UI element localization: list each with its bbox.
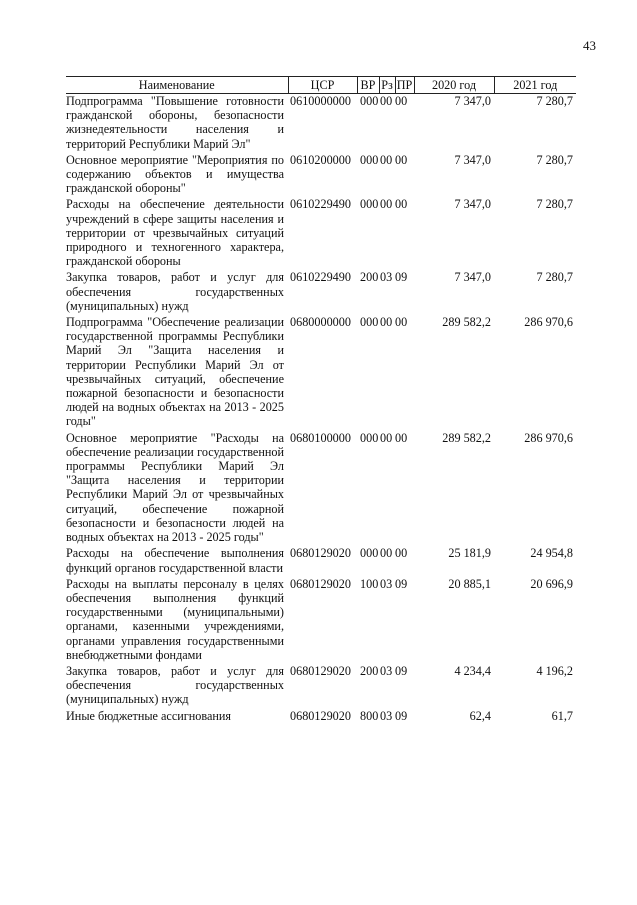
header-vr: ВР	[357, 77, 379, 94]
row-name: Расходы на обеспечение выполнения функций органов государственной власти	[66, 546, 284, 575]
row-csr: 0680000000	[290, 315, 351, 330]
row-2021: 7 280,7	[536, 197, 573, 212]
row-name: Подпрограмма "Обеспечение реализации государственной программы Республики Марий Эл "Защита населения и территории Республики Марий Эл от чрезвычайных ситуаций, обеспечение пожарной безопасности и безопасности людей на водных объектах на 2013 - 2025 годы"	[66, 315, 284, 429]
header-name: Наименование	[66, 77, 288, 94]
row-csr: 0680129020	[290, 663, 351, 678]
row-csr: 0680129020	[290, 576, 351, 591]
row-name: Закупка товаров, работ и услуг для обеспечения государственных (муниципальных) нужд	[66, 270, 284, 313]
row-pr: 09	[395, 576, 408, 591]
row-name: Основное мероприятие "Мероприятия по содержанию объектов и имущества гражданской обороны"	[66, 152, 284, 196]
budget-table	[66, 76, 576, 725]
row-name: Иные бюджетные ассигнования	[66, 708, 232, 723]
row-2020: 7 347,0	[454, 152, 491, 167]
table-header-row	[66, 77, 576, 94]
header-rz: Рз	[379, 77, 395, 94]
row-2020: 7 347,0	[454, 270, 491, 285]
row-2020: 289 582,2	[442, 430, 491, 445]
row-pr: 00	[395, 315, 408, 330]
row-2020: 7 347,0	[454, 197, 491, 212]
row-rz: 03	[380, 270, 393, 285]
table-row	[66, 153, 576, 198]
row-csr: 0610000000	[290, 94, 351, 108]
row-vr: 000	[360, 152, 379, 167]
row-rz: 03	[380, 708, 393, 723]
row-pr: 00	[395, 197, 408, 212]
row-pr: 09	[395, 663, 408, 678]
table-row	[66, 709, 576, 725]
row-rz: 00	[380, 152, 393, 167]
row-rz: 00	[380, 315, 393, 330]
row-csr: 0680129020	[290, 708, 351, 723]
table-row	[66, 431, 576, 547]
row-2021: 7 280,7	[536, 270, 573, 285]
table-row	[66, 94, 576, 153]
table-row	[66, 315, 576, 431]
row-2021: 286 970,6	[524, 430, 573, 445]
row-rz: 03	[380, 663, 393, 678]
row-2021: 24 954,8	[530, 546, 573, 561]
row-csr: 0680100000	[290, 430, 351, 445]
row-2020: 7 347,0	[454, 94, 491, 108]
row-rz: 00	[380, 94, 393, 108]
row-pr: 00	[395, 94, 408, 108]
row-rz: 00	[380, 430, 393, 445]
row-2020: 4 234,4	[454, 663, 491, 678]
row-vr: 200	[360, 663, 379, 678]
header-2021: 2021 год	[494, 77, 576, 94]
page-number: 43	[583, 38, 596, 53]
table-row	[66, 197, 576, 270]
row-csr: 0680129020	[290, 546, 351, 561]
row-2020: 20 885,1	[448, 576, 491, 591]
row-2021: 4 196,2	[536, 663, 573, 678]
row-2021: 20 696,9	[530, 576, 573, 591]
row-pr: 09	[395, 708, 408, 723]
row-csr: 0610200000	[290, 152, 351, 167]
row-rz: 00	[380, 546, 393, 561]
row-name: Расходы на выплаты персоналу в целях обеспечения выполнения функций государственными (муниципальными) органами, казенными учреждениями, органами управления государственными внебюджетными фондами	[66, 576, 284, 662]
row-pr: 00	[395, 546, 408, 561]
row-rz: 00	[380, 197, 393, 212]
row-2021: 7 280,7	[536, 94, 573, 108]
table-row	[66, 546, 576, 576]
row-pr: 00	[395, 430, 408, 445]
table-row	[66, 577, 576, 664]
row-2020: 289 582,2	[442, 315, 491, 330]
row-2020: 25 181,9	[448, 546, 491, 561]
row-name: Подпрограмма "Повышение готовности гражданской обороны, безопасности жизнедеятельности населения и территорий Республики Марий Эл"	[66, 94, 284, 151]
row-name: Основное мероприятие "Расходы на обеспечение реализации государственной программы Республики Марий Эл "Защита населения и территории Республики Марий Эл от чрезвычайных ситуаций, обеспечение пожарной безопасности и безопасности людей на водных объектах на 2013 - 2025 годы"	[66, 430, 284, 545]
row-csr: 0610229490	[290, 270, 351, 285]
row-2021: 61,7	[551, 708, 573, 723]
row-vr: 000	[360, 315, 379, 330]
row-vr: 000	[360, 546, 379, 561]
row-pr: 00	[395, 152, 408, 167]
header-2020: 2020 год	[414, 77, 494, 94]
row-vr: 100	[360, 576, 379, 591]
row-2021: 7 280,7	[536, 152, 573, 167]
row-vr: 800	[360, 708, 379, 723]
row-vr: 000	[360, 197, 379, 212]
header-csr: ЦСР	[288, 77, 357, 94]
row-vr: 000	[360, 94, 379, 108]
row-2020: 62,4	[469, 708, 491, 723]
row-csr: 0610229490	[290, 197, 351, 212]
row-rz: 03	[380, 576, 393, 591]
table-row	[66, 270, 576, 315]
row-vr: 200	[360, 270, 379, 285]
row-pr: 09	[395, 270, 408, 285]
row-name: Расходы на обеспечение деятельности учреждений в сфере защиты населения и территории от чрезвычайных ситуаций природного и техногенного характера, гражданской обороны	[66, 197, 284, 269]
header-pr: ПР	[396, 78, 413, 92]
row-vr: 000	[360, 430, 379, 445]
table-row	[66, 664, 576, 709]
row-name: Закупка товаров, работ и услуг для обеспечения государственных (муниципальных) нужд	[66, 663, 284, 707]
row-2021: 286 970,6	[524, 315, 573, 330]
